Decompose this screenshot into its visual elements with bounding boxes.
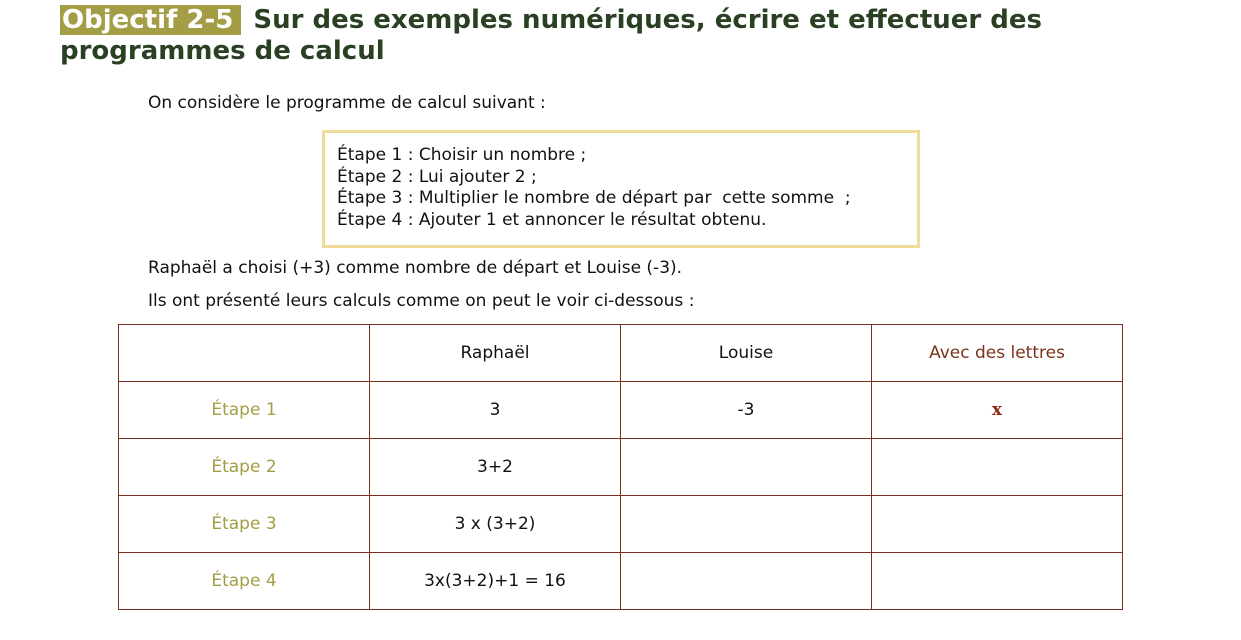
program-step-2: Étape 2 : Lui ajouter 2 ; xyxy=(337,166,537,187)
louise-cell[interactable] xyxy=(621,496,872,553)
program-step-1: Étape 1 : Choisir un nombre ; xyxy=(337,145,587,165)
header-cell-raphael: Raphaël xyxy=(370,325,621,382)
header-cell-letters: Avec des lettres xyxy=(872,325,1123,382)
program-step-4: Étape 4 : Ajouter 1 et annoncer le résultat obtenu. xyxy=(337,209,767,230)
intro-text: On considère le programme de calcul suivant : xyxy=(148,93,546,113)
letters-cell[interactable]: x xyxy=(872,382,1123,439)
table-row xyxy=(119,496,1123,553)
objective-heading xyxy=(60,5,1180,67)
raphael-cell: 3x(3+2)+1 = 16 xyxy=(370,553,621,610)
raphael-cell: 3+2 xyxy=(370,439,621,496)
program-step-3: Étape 3 : Multiplier le nombre de départ par cette somme ; xyxy=(337,188,851,208)
calculation-table xyxy=(118,324,1123,610)
program-box xyxy=(322,130,920,248)
step-label-cell: Étape 2 xyxy=(119,439,370,496)
letters-cell[interactable] xyxy=(872,496,1123,553)
louise-cell[interactable] xyxy=(621,439,872,496)
header-cell-louise: Louise xyxy=(621,325,872,382)
step-label-cell: Étape 4 xyxy=(119,553,370,610)
table-row xyxy=(119,553,1123,610)
objective-title: Sur des exemples numériques, écrire et effectuer des programmes de calcul xyxy=(60,5,1043,66)
letters-cell[interactable] xyxy=(872,439,1123,496)
statement-line-1: Raphaël a choisi (+3) comme nombre de départ et Louise (-3). xyxy=(148,258,683,278)
louise-cell[interactable] xyxy=(621,553,872,610)
louise-cell[interactable]: -3 xyxy=(621,382,872,439)
statement-line-2: Ils ont présenté leurs calculs comme on peut le voir ci-dessous : xyxy=(148,291,695,311)
step-label-cell: Étape 3 xyxy=(119,496,370,553)
step-label-cell: Étape 1 xyxy=(119,382,370,439)
raphael-cell: 3 xyxy=(370,382,621,439)
objective-badge: Objectif 2-5 xyxy=(60,5,241,35)
table-row xyxy=(119,439,1123,496)
letters-cell[interactable] xyxy=(872,553,1123,610)
table-row xyxy=(119,382,1123,439)
raphael-cell: 3 x (3+2) xyxy=(370,496,621,553)
table-header-row xyxy=(119,325,1123,382)
header-cell-empty xyxy=(119,325,370,382)
